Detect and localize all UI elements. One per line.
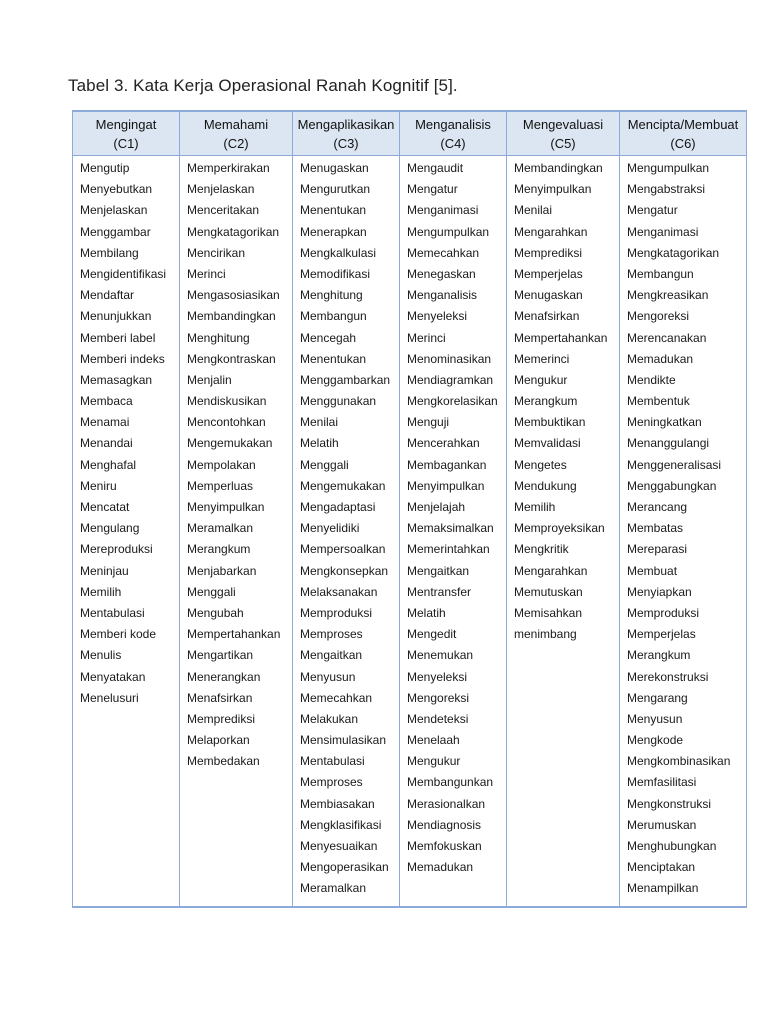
verb-item: Memisahkan [514,605,583,620]
header-code: (C5) [550,136,576,151]
verb-item: Mengedit [407,627,457,642]
verb-item: Mengoreksi [407,690,470,705]
verb-item: Memprediksi [187,711,256,726]
verb-item: Membaca [80,394,133,409]
verb-item: Mengadaptasi [300,500,376,514]
verb-item: Meningkatkan [627,415,702,430]
verb-item: Mendeteksi [407,711,469,726]
verb-list [627,158,742,900]
verb-item: Mengkonsepkan [300,563,389,578]
verb-item: Menyeleksi [407,669,468,684]
verb-item: Mengumpulkan [407,224,490,239]
verb-item: Menerapkan [300,224,367,239]
verb-item: Memvalidasi [514,436,581,451]
verb-item: Menafsirkan [187,690,253,705]
verb-item: Mempertahankan [514,330,608,345]
verb-item: Membentuk [627,394,690,409]
verb-item: Menunjukkan [80,309,152,324]
verb-item: Memaksimalkan [407,521,494,536]
verb-item: Memilih [80,584,122,599]
verb-item: Menyesuaikan [300,839,378,853]
verb-item: Memecahkan [407,245,480,260]
verb-item: menimbang [514,627,577,642]
column-c2 [180,156,293,907]
verb-item: Mendukung [514,478,577,493]
verb-item: Menceritakan [187,203,260,218]
verb-list [187,158,288,772]
verb-item: Menyebutkan [80,182,153,197]
verb-item: Membuktikan [514,415,586,430]
verb-item: Mencegah [300,330,357,345]
verb-item: Menilai [300,415,339,430]
verb-item: Menciptakan [627,860,696,875]
verb-item: Mereproduksi [80,542,153,557]
verb-item: Memproses [300,775,363,790]
verb-item: Mempertahankan [187,627,281,642]
verb-item: Membatas [627,521,684,536]
header-title: Mencipta/Membuat [627,117,739,132]
verb-item: Melakukan [300,711,359,726]
verb-item: Memasagkan [80,372,153,387]
verb-item: Menerangkan [187,669,261,684]
verb-item: Menilai [514,203,553,218]
verb-item: Mendikte [627,372,676,387]
column-c6 [620,156,747,907]
verb-item: Menganimasi [627,224,699,239]
verb-item: Menghitung [300,288,363,303]
verb-item: Menentukan [300,351,367,366]
verb-item: Merencanakan [627,330,707,345]
verb-item: Melaporkan [187,733,250,748]
verb-item: Membandingkan [187,309,276,324]
verb-item: Menjelaskan [187,182,255,197]
verb-item: Melatih [300,436,339,451]
header-c3 [293,111,400,156]
verb-item: Memperkirakan [187,161,270,175]
verb-item: Mensimulasikan [300,733,387,748]
verb-item: Memproduksi [627,605,700,620]
header-code: (C2) [223,136,249,151]
verb-item: Memecahkan [300,690,373,705]
verb-item: Menyimpulkan [187,500,265,514]
verb-item: Mengidentifikasi [80,266,167,281]
verb-item: Menugaskan [300,161,369,175]
verb-item: Mengarahkan [514,224,588,239]
column-c4 [400,156,507,907]
verb-item: Mengkontraskan [187,351,276,366]
verb-item: Mencirikan [187,245,246,260]
verb-item: Menentukan [300,203,367,218]
verb-item: Mentransfer [407,584,472,599]
verb-item: Membedakan [187,754,260,769]
verb-item: Mengaitkan [407,563,470,578]
verb-item: Mengarang [627,690,688,705]
verb-item: Mengaitkan [300,648,363,663]
verb-item: Mengkonstruksi [627,796,712,811]
verb-item: Merancang [627,500,688,514]
verb-item: Meniru [80,478,117,493]
verb-table-container [72,110,746,908]
verb-item: Mencerahkan [407,436,480,451]
verb-item: Mentabulasi [300,754,365,769]
verb-item: Membangun [300,309,367,324]
verb-item: Memerintahkan [407,542,490,557]
verb-item: Melaksanakan [300,584,378,599]
verb-item: Menggambarkan [300,372,391,387]
verb-item: Memadukan [627,351,694,366]
verb-item: Mengemukakan [187,436,273,451]
verb-item: Merumuskan [627,817,697,832]
verb-item: Memproses [300,627,363,642]
verb-item: Mendaftar [80,288,135,303]
verb-item: Membuat [627,563,678,578]
verb-list [300,158,395,900]
verb-list [407,158,502,878]
verb-item: Mengkatagorikan [627,245,720,260]
verb-item: Mendiagramkan [407,372,494,387]
verb-item: Memproduksi [300,605,373,620]
verb-item: Menggali [300,457,349,472]
verb-item: Menanggulangi [627,436,710,451]
verb-item: Mencatat [80,500,130,514]
verb-item: Mengkorelasikan [407,394,498,409]
verb-item: Mendiagnosis [407,817,482,832]
verb-list [80,158,175,709]
verb-item: Menyusun [627,711,683,726]
verb-item: Menggeneralisasi [627,457,722,472]
verb-item: Memerinci [514,351,570,366]
verb-item: Mengulang [80,521,140,536]
verb-item: Merekonstruksi [627,669,709,684]
header-title: Mengingat [95,117,157,132]
verb-item: Membangunkan [407,775,494,790]
verb-item: Mengoreksi [627,309,690,324]
verb-item: Menguji [407,415,450,430]
verb-item: Menghitung [187,330,250,345]
header-c6 [620,111,747,156]
verb-item: Menegaskan [407,266,476,281]
header-c5 [507,111,620,156]
verb-item: Merasionalkan [407,796,486,811]
header-title: Mengaplikasikan [297,117,395,132]
verb-item: Meramalkan [300,881,367,896]
verb-item: Menggambar [80,224,151,239]
verb-item: Menggunakan [300,394,377,409]
verb-item: Meramalkan [187,521,254,536]
header-c4 [400,111,507,156]
verb-item: Mengoperasikan [300,860,389,875]
verb-item: Mengkode [627,733,684,748]
verb-item: Merangkum [627,648,691,663]
verb-item: Menyeleksi [407,309,468,324]
verb-item: Menafsirkan [514,309,580,324]
header-title: Memahami [203,117,269,132]
verb-item: Membiasakan [300,796,375,811]
verb-item: Memutuskan [514,584,583,599]
verb-item: Menulis [80,648,122,663]
verb-item: Mengkalkulasi [300,245,377,260]
verb-item: Mempersoalkan [300,542,386,557]
verb-item: Melatih [407,605,446,620]
verb-item: Menandai [80,436,133,451]
verb-item: Menelusuri [80,690,139,705]
verb-item: Memprediksi [514,245,583,260]
verb-item: Menjelajah [407,500,466,514]
verb-item: Menominasikan [407,351,492,366]
verb-item: Mengutip [80,161,130,175]
verb-item: Memfokuskan [407,839,482,853]
verb-item: Menggabungkan [627,478,717,493]
verb-item: Menghubungkan [627,839,717,853]
verb-item: Mengumpulkan [627,161,710,175]
header-c2 [180,111,293,156]
column-c5 [507,156,620,907]
verb-item: Mendiskusikan [187,394,267,409]
verb-item: Menyelidiki [300,521,360,536]
verb-item: Menemukan [407,648,474,663]
verb-item: Mengurutkan [300,182,371,197]
verb-item: Menelaah [407,733,460,748]
verb-item: Membagankan [407,457,487,472]
verb-item: Mengkombinasikan [627,754,731,769]
verb-item: Memilih [514,500,556,514]
verb-item: Memperjelas [627,627,696,642]
verb-item: Merangkum [514,394,578,409]
verb-item: Memperjelas [514,266,583,281]
verb-item: Mengabstraksi [627,182,706,197]
table-caption: Tabel 3. Kata Kerja Operasional Ranah Kognitif [5]. [68,76,458,95]
verb-item: Meninjau [80,563,129,578]
verb-item: Menampilkan [627,881,699,896]
verb-item: Mencontohkan [187,415,266,430]
verb-item: Menghafal [80,457,137,472]
verb-item: Menugaskan [514,288,583,303]
verb-item: Menyatakan [80,669,146,684]
verb-item: Memproyeksikan [514,521,605,536]
verb-item: Membangun [627,266,694,281]
verb-item: Menganalisis [407,288,478,303]
header-c1 [73,111,180,156]
verb-item: Menjalin [187,372,232,387]
verb-item: Mengkatagorikan [187,224,280,239]
verb-item: Mengklasifikasi [300,817,382,832]
verb-item: Mengetes [514,457,567,472]
verb-item: Menganimasi [407,203,479,218]
header-code: (C1) [113,136,139,151]
verb-item: Menyusun [300,669,356,684]
header-code: (C6) [670,136,696,151]
verb-item: Mengatur [627,203,678,218]
verb-item: Menamai [80,415,130,430]
header-code: (C3) [333,136,359,151]
verb-item: Mengubah [187,605,244,620]
header-row [73,111,747,156]
body-row [73,156,747,907]
verb-item: Mengukur [514,372,568,387]
verb-item: Mengarahkan [514,563,588,578]
verb-item: Menjabarkan [187,563,257,578]
verb-item: Merinci [407,330,446,345]
verb-list [514,158,615,645]
verb-table [72,110,747,908]
column-c1 [73,156,180,907]
verb-item: Memadukan [407,860,474,875]
verb-item: Mengkreasikan [627,288,709,303]
verb-item: Mengartikan [187,648,254,663]
verb-item: Mengkritik [514,542,569,557]
verb-item: Mengatur [407,182,458,197]
verb-item: Menyimpulkan [407,478,485,493]
verb-item: Merangkum [187,542,251,557]
verb-item: Membandingkan [514,161,603,175]
verb-item: Mengasosiasikan [187,288,280,303]
verb-item: Mereparasi [627,542,688,557]
verb-item: Membilang [80,245,139,260]
verb-item: Mengaudit [407,161,464,175]
verb-item: Memfasilitasi [627,775,697,790]
verb-item: Menyiapkan [627,584,692,599]
verb-item: Menggali [187,584,236,599]
verb-item: Memberi label [80,330,156,345]
column-c3 [293,156,400,907]
verb-item: Mengemukakan [300,478,386,493]
verb-item: Menyimpulkan [514,182,592,197]
verb-item: Mentabulasi [80,605,145,620]
header-title: Menganalisis [415,117,491,132]
verb-item: Menjelaskan [80,203,148,218]
verb-item: Memperluas [187,478,254,493]
verb-item: Merinci [187,266,226,281]
header-code: (C4) [440,136,466,151]
verb-item: Mengukur [407,754,461,769]
verb-item: Memberi kode [80,627,157,642]
header-title: Mengevaluasi [522,117,604,132]
verb-item: Memodifikasi [300,266,371,281]
verb-item: Memberi indeks [80,351,165,366]
verb-item: Mempolakan [187,457,256,472]
